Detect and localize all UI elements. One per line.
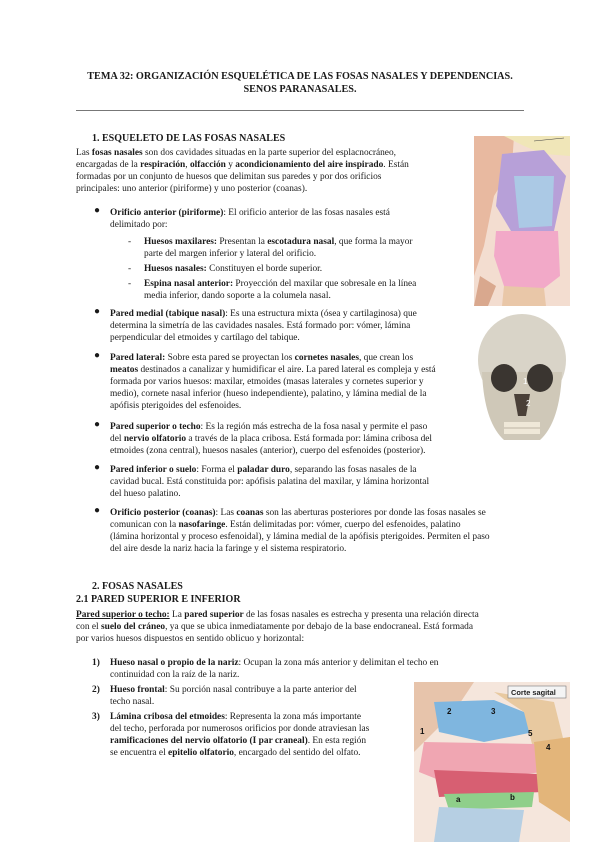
list-item-hueso-frontal: Hueso frontal: Su porción nasal contribuye a la parte anterior del techo nasal. [110, 685, 357, 708]
list-item-pared-superior: Pared superior o techo: Es la región más estrecha de la fosa nasal y permite el paso del nervio olfatorio a través de la placa cribosa. Está formada por: lámina cribosa del etmoides (zona central), huesos nasales (anterior), cuerpo del esfenoides (posterior). [110, 422, 433, 457]
bullet-icon: ● [94, 505, 101, 516]
sagittal-label-4: 4 [546, 743, 551, 752]
sagittal-label-2: 2 [447, 707, 452, 716]
section-1-heading: 1. ESQUELETO DE LAS FOSAS NASALES [92, 133, 286, 144]
list-item-orificio-anterior: Orificio anterior (piriforme): El orificio anterior de las fosas nasales está delimitado por: [110, 208, 390, 231]
item-number: 3) [92, 712, 100, 722]
skull-illustration [474, 312, 570, 452]
intro-paragraph: Las fosas nasales son dos cavidades situadas en la parte superior del esplacnocráneo, encargadas de la respiración, olfacción y acondicionamiento del aire inspirado. Están formadas por un conjunto de huesos que delimitan sus paredes y por dos orificios principales: uno anterior (piriforme) y uno posterior (coanas). [76, 148, 409, 195]
skull-label-2: 2 [526, 399, 531, 408]
sagittal-label-1: 1 [420, 727, 425, 736]
section-2-heading: 2. FOSAS NASALES [92, 581, 183, 592]
list-item-hueso-nasal: Hueso nasal o propio de la nariz: Ocupan la zona más anterior y delimitan el techo en continuidad con la raíz de la nariz. [110, 658, 439, 681]
bullet-icon: ● [94, 306, 101, 317]
list-item-lamina-cribosa: Lámina cribosa del etmoides: Representa la zona más importante del techo, perforada por numerosos orificios por donde atraviesan las ramificaciones del nervio olfatorio (I par craneal). En esta región se encuentra el epitelio olfatorio, encargado del sentido del olfato. [110, 712, 370, 759]
sagittal-label-b: b [510, 793, 515, 802]
item-number: 2) [92, 685, 100, 695]
list-item-huesos-nasales: Huesos nasales: Constituyen el borde superior. [144, 264, 323, 274]
sagittal-illustration [414, 682, 570, 842]
list-item-pared-lateral: Pared lateral: Sobre esta pared se proyectan los cornetes nasales, que crean los meatos destinados a canalizar y humidificar el aire. La pared lateral es compleja y está formada por varios huesos: maxilar, etmoides (masas laterales y cornetes superior y medio), cornete nasal inferior (hueso independiente), palatino, y lámina medial de la apófisis pterigoides del esfenoides. [110, 353, 436, 412]
page-title: TEMA 32: ORGANIZACIÓN ESQUELÉTICA DE LAS FOSAS NASALES Y DEPENDENCIAS. SENOS PARANASALES. [87, 71, 513, 96]
item-number: 1) [92, 658, 100, 668]
figure-sagittal-section [414, 682, 570, 842]
sagittal-label-5: 5 [528, 729, 533, 738]
figure-skull-frontal [474, 312, 570, 452]
list-item-orificio-posterior: Orificio posterior (coanas): Las coanas son las aberturas posteriores por donde las fosas nasales se comunican con la nasofaringe. Están delimitadas por: vómer, cuerpo del esfenoides, palatino (lámina horizontal y proceso esfenoidal), y lámina medial de la apófisis pterigoides. Permiten el paso del aire desde la nariz hacia la faringe y el sistema respiratorio. [110, 508, 490, 555]
sagittal-label-a: a [456, 795, 461, 804]
bullet-icon: ● [94, 205, 101, 216]
nasal-lateral-illustration [474, 136, 570, 306]
list-item-pared-inferior: Pared inferior o suelo: Forma el paladar duro, separando las fosas nasales de la cavidad bucal. Está constituida por: apófisis palatina del maxilar, y lámina horizontal del hueso palatino. [110, 465, 430, 500]
list-item-huesos-maxilares: Huesos maxilares: Presentan la escotadura nasal, que forma la mayor parte del margen inferior y lateral del orificio. [144, 237, 413, 260]
dash-icon: - [128, 237, 132, 247]
list-item-pared-medial: Pared medial (tabique nasal): Es una estructura mixta (ósea y cartilaginosa) que determina la simetría de las cavidades nasales. Está formado por: vómer, lámina perpendicular del etmoides y cartílago del tabique. [110, 309, 417, 344]
title-divider [76, 110, 524, 111]
dash-icon: - [128, 264, 132, 274]
figure-nasal-lateral-wall [474, 136, 570, 306]
dash-icon: - [128, 279, 132, 289]
bullet-icon: ● [94, 350, 101, 361]
list-item-espina-nasal: Espina nasal anterior: Proyección del maxilar que sobresale en la línea media inferior, dando soporte a la columela nasal. [144, 279, 417, 302]
subsection-heading: 2.1 PARED SUPERIOR E INFERIOR [76, 594, 241, 605]
sagittal-title: Corte sagital [511, 688, 556, 697]
bullet-icon: ● [94, 419, 101, 430]
skull-label-1: 1 [523, 377, 528, 386]
bullet-icon: ● [94, 462, 101, 473]
sagittal-label-3: 3 [491, 707, 496, 716]
pared-superior-paragraph: Pared superior o techo: La pared superior de las fosas nasales es estrecha y presenta una relación directa con el suelo del cráneo, ya que se ubica inmediatamente por debajo de la base endocraneal. Está formada por varios huesos dispuestos en sentido oblicuo y horizontal: [76, 610, 479, 645]
